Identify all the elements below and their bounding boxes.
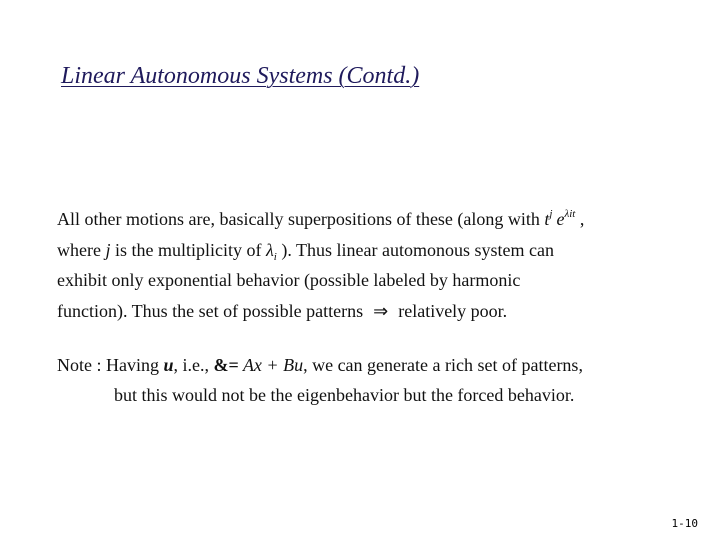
math-xdot: &=	[213, 355, 239, 375]
note-mid: , i.e.,	[173, 355, 214, 375]
line4-start: function). Thus the set of possible patterns	[57, 300, 364, 321]
note-line-2: but this would not be the eigenbehavior but the forced behavior.	[114, 385, 575, 405]
note-line-1	[57, 350, 697, 380]
note-start: Note : Having	[57, 355, 164, 375]
math-e: e	[556, 209, 565, 229]
line4-end: relatively poor.	[398, 300, 508, 321]
math-equation: Ax + Bu	[238, 355, 304, 375]
slide-title: Linear Autonomous Systems (Contd.)	[61, 63, 420, 89]
note-end: , we can generate a rich set of patterns,	[303, 355, 583, 375]
paragraph-line-2	[57, 235, 697, 266]
paragraph-line-3: exhibit only exponential behavior (possible labeled by harmonic	[57, 270, 521, 290]
math-j-exponent: j	[549, 208, 553, 220]
line1-text: All other motions are, basically superpositions of these (along with	[57, 209, 545, 229]
line1-end: ,	[575, 209, 585, 229]
math-t: t	[544, 209, 550, 229]
paragraph-line-1	[57, 204, 697, 235]
note-block	[57, 350, 697, 410]
math-lambda-subscript: i	[273, 250, 277, 263]
math-u: u	[163, 355, 174, 375]
main-paragraph	[57, 204, 697, 326]
math-lambda-exponent: λit	[564, 208, 576, 220]
line2-start: where	[57, 239, 106, 260]
implies-arrow-icon: ⇒	[373, 300, 389, 321]
math-j: j	[105, 239, 111, 260]
page-number: 1-10	[671, 517, 698, 530]
line2-end: ). Thus linear automonous system can	[276, 239, 554, 260]
line2-mid: is the multiplicity of	[110, 239, 266, 260]
math-lambda: λ	[266, 239, 274, 260]
paragraph-line-4	[57, 296, 697, 327]
